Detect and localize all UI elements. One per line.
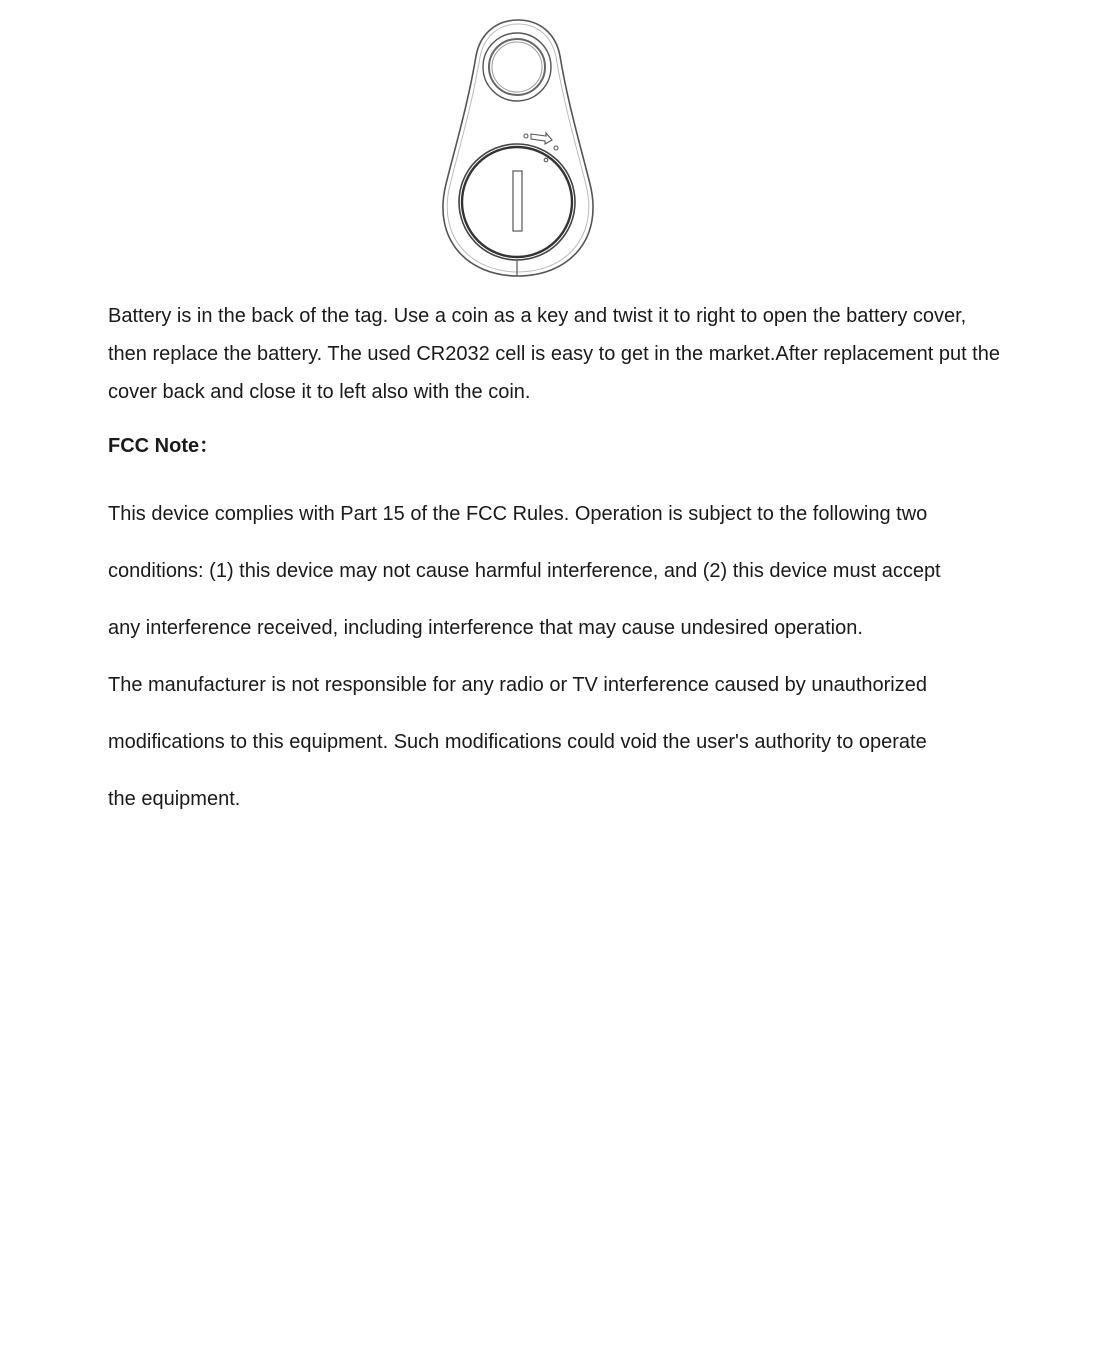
fcc-line: conditions: (1) this device may not cause harmful interference, and (2) this device must accept (108, 560, 941, 582)
fcc-line: modifications to this equipment. Such modifications could void the user's authority to operate (108, 731, 927, 753)
battery-line: Battery is in the back of the tag. Use a coin as a key and twist it to right to open the battery cover, (108, 305, 967, 327)
battery-line: then replace the battery. The used CR2032 cell is easy to get in the market.After replacement put the (108, 343, 1000, 365)
fcc-line: the equipment. (108, 788, 241, 810)
battery-instructions (108, 297, 1101, 411)
fcc-line: The manufacturer is not responsible for any radio or TV interference caused by unauthorized (108, 674, 927, 696)
fcc-heading: FCC Note： (108, 435, 220, 457)
fcc-line: any interference received, including interference that may cause undesired operation. (108, 617, 863, 639)
battery-line: cover back and close it to left also with the coin. (108, 381, 531, 403)
tag-illustration (428, 14, 608, 282)
coin-slot-icon (513, 171, 522, 231)
fcc-statement (108, 486, 1101, 828)
fcc-line: This device complies with Part 15 of the FCC Rules. Operation is subject to the following two (108, 503, 928, 525)
